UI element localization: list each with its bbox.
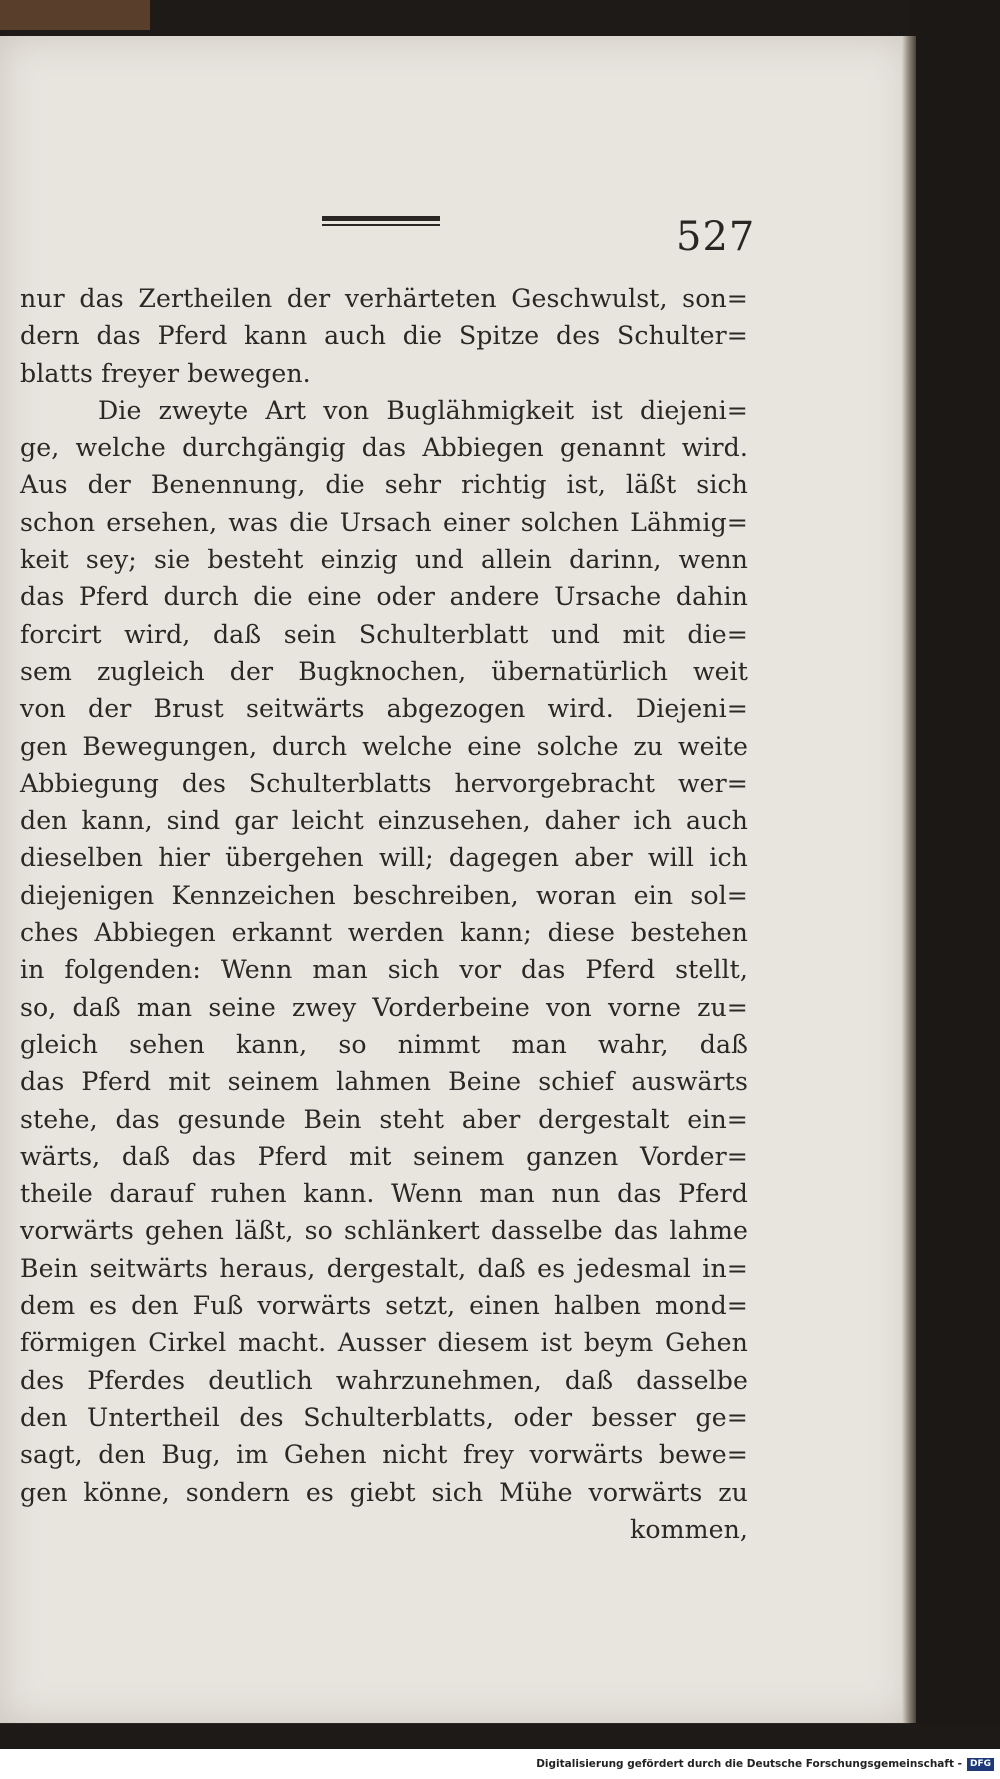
scan-background-right <box>910 0 1000 1779</box>
text-line: Abbiegung des Schulterblatts hervorgebracht wer= <box>20 768 748 798</box>
text-line: gen Bewegungen, durch welche eine solche zu weite <box>20 731 748 761</box>
text-line: sagt, den Bug, im Gehen nicht frey vorwärts bewe= <box>20 1440 748 1470</box>
text-line: so, daß man seine zwey Vorderbeine von vorne zu= <box>20 992 748 1022</box>
book-cover-edge <box>0 0 150 30</box>
text-line: nur das Zertheilen der verhärteten Geschwulst, son= <box>20 284 748 313</box>
page-number: 527 <box>676 214 756 260</box>
text-line: das Pferd mit seinem lahmen Beine schief auswärts <box>20 1067 748 1097</box>
text-line: Bein seitwärts heraus, dergestalt, daß es jedesmal in= <box>20 1253 748 1283</box>
text-line: Die zweyte Art von Buglähmigkeit ist diejeni= <box>98 395 748 425</box>
page-edge-shadow <box>902 36 916 1723</box>
text-line: forcirt wird, daß sein Schulterblatt und mit die= <box>20 619 748 649</box>
text-line: förmigen Cirkel macht. Ausser diesem ist beym Gehen <box>20 1328 748 1358</box>
text-line: theile darauf ruhen kann. Wenn man nun das Pferd <box>20 1179 748 1209</box>
header-ornament-rule <box>322 216 440 228</box>
text-line: diejenigen Kennzeichen beschreiben, woran ein sol= <box>20 880 748 910</box>
text-line: schon ersehen, was die Ursach einer solchen Lähmig= <box>20 507 748 537</box>
text-line: keit sey; sie besteht einzig und allein darinn, wenn <box>20 545 748 575</box>
text-line: gleich sehen kann, so nimmt man wahr, daß <box>20 1029 748 1059</box>
text-line: blatts freyer bewegen. <box>20 358 311 388</box>
text-line: sem zugleich der Bugknochen, übernatürlich weit <box>20 656 748 686</box>
text-line: den kann, sind gar leicht einzusehen, daher ich auch <box>20 806 748 836</box>
text-line: wärts, daß das Pferd mit seinem ganzen Vorder= <box>20 1141 748 1171</box>
catchword: kommen, <box>629 1514 748 1544</box>
scan-background-top <box>0 0 1000 38</box>
text-line: dern das Pferd kann auch die Spitze des Schulter= <box>20 321 748 351</box>
text-line: gen könne, sondern es giebt sich Mühe vorwärts zu <box>20 1477 748 1507</box>
digitization-footer <box>0 1749 1000 1779</box>
text-line: dieselben hier übergehen will; dagegen aber will ich <box>20 843 748 873</box>
dfg-logo-icon: DFG <box>967 1758 994 1771</box>
text-line: in folgenden: Wenn man sich vor das Pferd stellt, <box>20 955 748 985</box>
text-line: dem es den Fuß vorwärts setzt, einen halben mond= <box>20 1291 748 1321</box>
footer-credit: Digitalisierung gefördert durch die Deutsche Forschungsgemeinschaft - <box>536 1758 962 1770</box>
text-line: den Untertheil des Schulterblatts, oder besser ge= <box>20 1402 748 1432</box>
text-line: ches Abbiegen erkannt werden kann; diese bestehen <box>20 918 748 948</box>
text-line: Aus der Benennung, die sehr richtig ist, läßt sich <box>20 470 748 500</box>
book-page <box>0 36 910 1723</box>
body-text <box>20 280 748 1548</box>
text-line: stehe, das gesunde Bein steht aber dergestalt ein= <box>20 1104 748 1134</box>
text-line: vorwärts gehen läßt, so schlänkert dasselbe das lahme <box>20 1216 748 1246</box>
text-line: von der Brust seitwärts abgezogen wird. Diejeni= <box>20 694 748 724</box>
text-line: ge, welche durchgängig das Abbiegen genannt wird. <box>20 433 748 463</box>
text-line: des Pferdes deutlich wahrzunehmen, daß dasselbe <box>20 1365 748 1395</box>
text-line: das Pferd durch die eine oder andere Ursache dahin <box>20 582 748 612</box>
